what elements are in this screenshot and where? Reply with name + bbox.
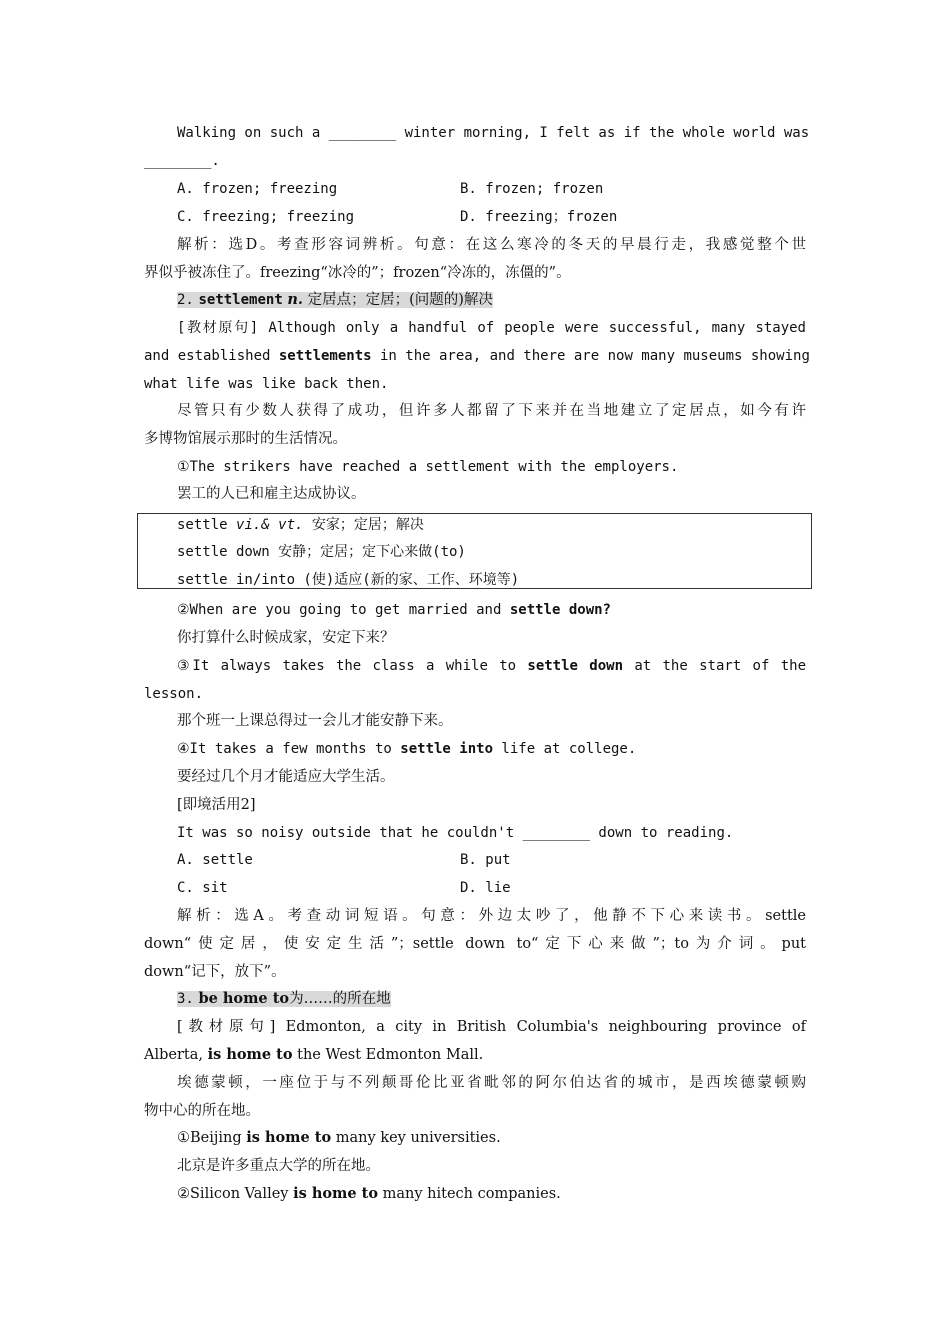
s2-example2-en: ②When are you going to get married and settle down? xyxy=(177,602,611,618)
s3-example1-en: ①Beijing is home to many key universities. xyxy=(177,1129,501,1146)
s2-option-d: D. lie xyxy=(460,880,511,896)
s2-example1-cn: 罢工的人已和雇主达成协议。 xyxy=(177,486,366,502)
q1-analysis-line2: 界似乎被冻住了。freezing“冰冷的”；frozen“冷冻的，冻僵的”。 xyxy=(144,265,571,281)
s2-example3-cn: 那个班一上课总得过一会儿才能安静下来。 xyxy=(177,713,453,729)
s3-heading-word: be home to xyxy=(198,990,290,1007)
s2-example1-en: ①The strikers have reached a settlement with the employers. xyxy=(177,459,679,475)
s2-practice-stem: It was so noisy outside that he couldn't ________ down to reading. xyxy=(177,825,734,841)
s2-analysis-line1: 解析：选A。考查动词短语。句意：外边太吵了，他静不下心来读书。settle xyxy=(177,908,806,924)
q1-option-a: A. frozen; freezing xyxy=(177,181,338,197)
s2-example4-en: ④It takes a few months to settle into life at college. xyxy=(177,741,637,757)
s3-heading-highlight: 3. be home to为……的所在地 xyxy=(177,990,391,1007)
s2-option-b: B. put xyxy=(460,852,511,868)
s2-heading-highlight: 2. settlement n. 定居点；定居；(问题的)解决 xyxy=(177,291,493,308)
box-row-settle-down: settle down 安静；定居；定下心来做(to) xyxy=(177,544,466,560)
q1-option-b: B. frozen; frozen xyxy=(460,181,604,197)
q1-analysis-line1: 解析：选D。考查形容词辨析。句意：在这么寒冷的冬天的早晨行走，我感觉整个世 xyxy=(177,237,806,253)
q1-stem-line1: Walking on such a ________ winter morning, I felt as if the whole world was xyxy=(177,125,810,141)
s2-translation-line2: 多博物馆展示那时的生活情况。 xyxy=(144,431,347,447)
s2-textbook-line3: what life was like back then. xyxy=(144,376,389,392)
s3-translation-line1: 埃德蒙顿，一座位于与不列颠哥伦比亚省毗邻的阿尔伯达省的城市，是西埃德蒙顿购 xyxy=(177,1075,806,1091)
s2-analysis-line2: down“使定居，使安定生活”；settle down to“定下心来做”；to为介词。put xyxy=(144,936,806,952)
s2-option-c: C. sit xyxy=(177,880,228,896)
s2-option-a: A. settle xyxy=(177,852,253,868)
q1-options-row2 xyxy=(177,207,806,227)
s3-example2-en: ②Silicon Valley is home to many hitech companies. xyxy=(177,1185,561,1202)
s3-example1-cn: 北京是许多重点大学的所在地。 xyxy=(177,1158,380,1174)
q1-stem-line2: ________. xyxy=(144,153,220,169)
s2-textbook-line1: [教材原句] Although only a handful of people were successful, many stayed xyxy=(177,320,806,336)
s2-example4-cn: 要经过几个月才能适应大学生活。 xyxy=(177,769,395,785)
s2-example3-en: ③It always takes the class a while to settle down at the start of the xyxy=(177,658,807,674)
s2-practice-label: [即境活用2] xyxy=(177,797,256,813)
s2-options-row1 xyxy=(177,850,806,870)
s2-example2-cn: 你打算什么时候成家，安定下来？ xyxy=(177,630,395,646)
s2-options-row2 xyxy=(177,878,806,898)
s3-heading xyxy=(177,989,806,1009)
s3-heading-definition: 为……的所在地 xyxy=(289,991,391,1007)
q1-option-d: D. freezing；frozen xyxy=(460,209,618,225)
s2-heading-word: settlement xyxy=(198,292,283,308)
s3-textbook-line2: Alberta, is home to the West Edmonton Mall. xyxy=(144,1046,484,1063)
s3-textbook-line1: [教材原句] Edmonton, a city in British Columbia's neighbouring province of xyxy=(177,1019,806,1035)
s2-heading-definition: 定居点；定居；(问题的)解决 xyxy=(307,292,493,308)
box-row-settle: settle vi.& vt. 安家；定居；解决 xyxy=(177,517,424,533)
q1-options-row1 xyxy=(177,179,806,199)
s2-textbook-line2: and established settlements in the area, and there are now many museums showing xyxy=(144,348,810,364)
s2-example3-en-cont: lesson. xyxy=(144,686,204,702)
s2-translation-line1: 尽管只有少数人获得了成功，但许多人都留了下来并在当地建立了定居点，如今有许 xyxy=(177,403,806,419)
s2-heading-pos: n. xyxy=(287,291,303,308)
q1-option-c: C. freezing; freezing xyxy=(177,209,355,225)
s3-translation-line2: 物中心的所在地。 xyxy=(144,1103,260,1119)
box-row-settle-in-into: settle in/into (使)适应(新的家、工作、环境等) xyxy=(177,572,520,588)
s2-analysis-line3: down“记下，放下”。 xyxy=(144,964,286,980)
s2-heading xyxy=(177,290,806,310)
